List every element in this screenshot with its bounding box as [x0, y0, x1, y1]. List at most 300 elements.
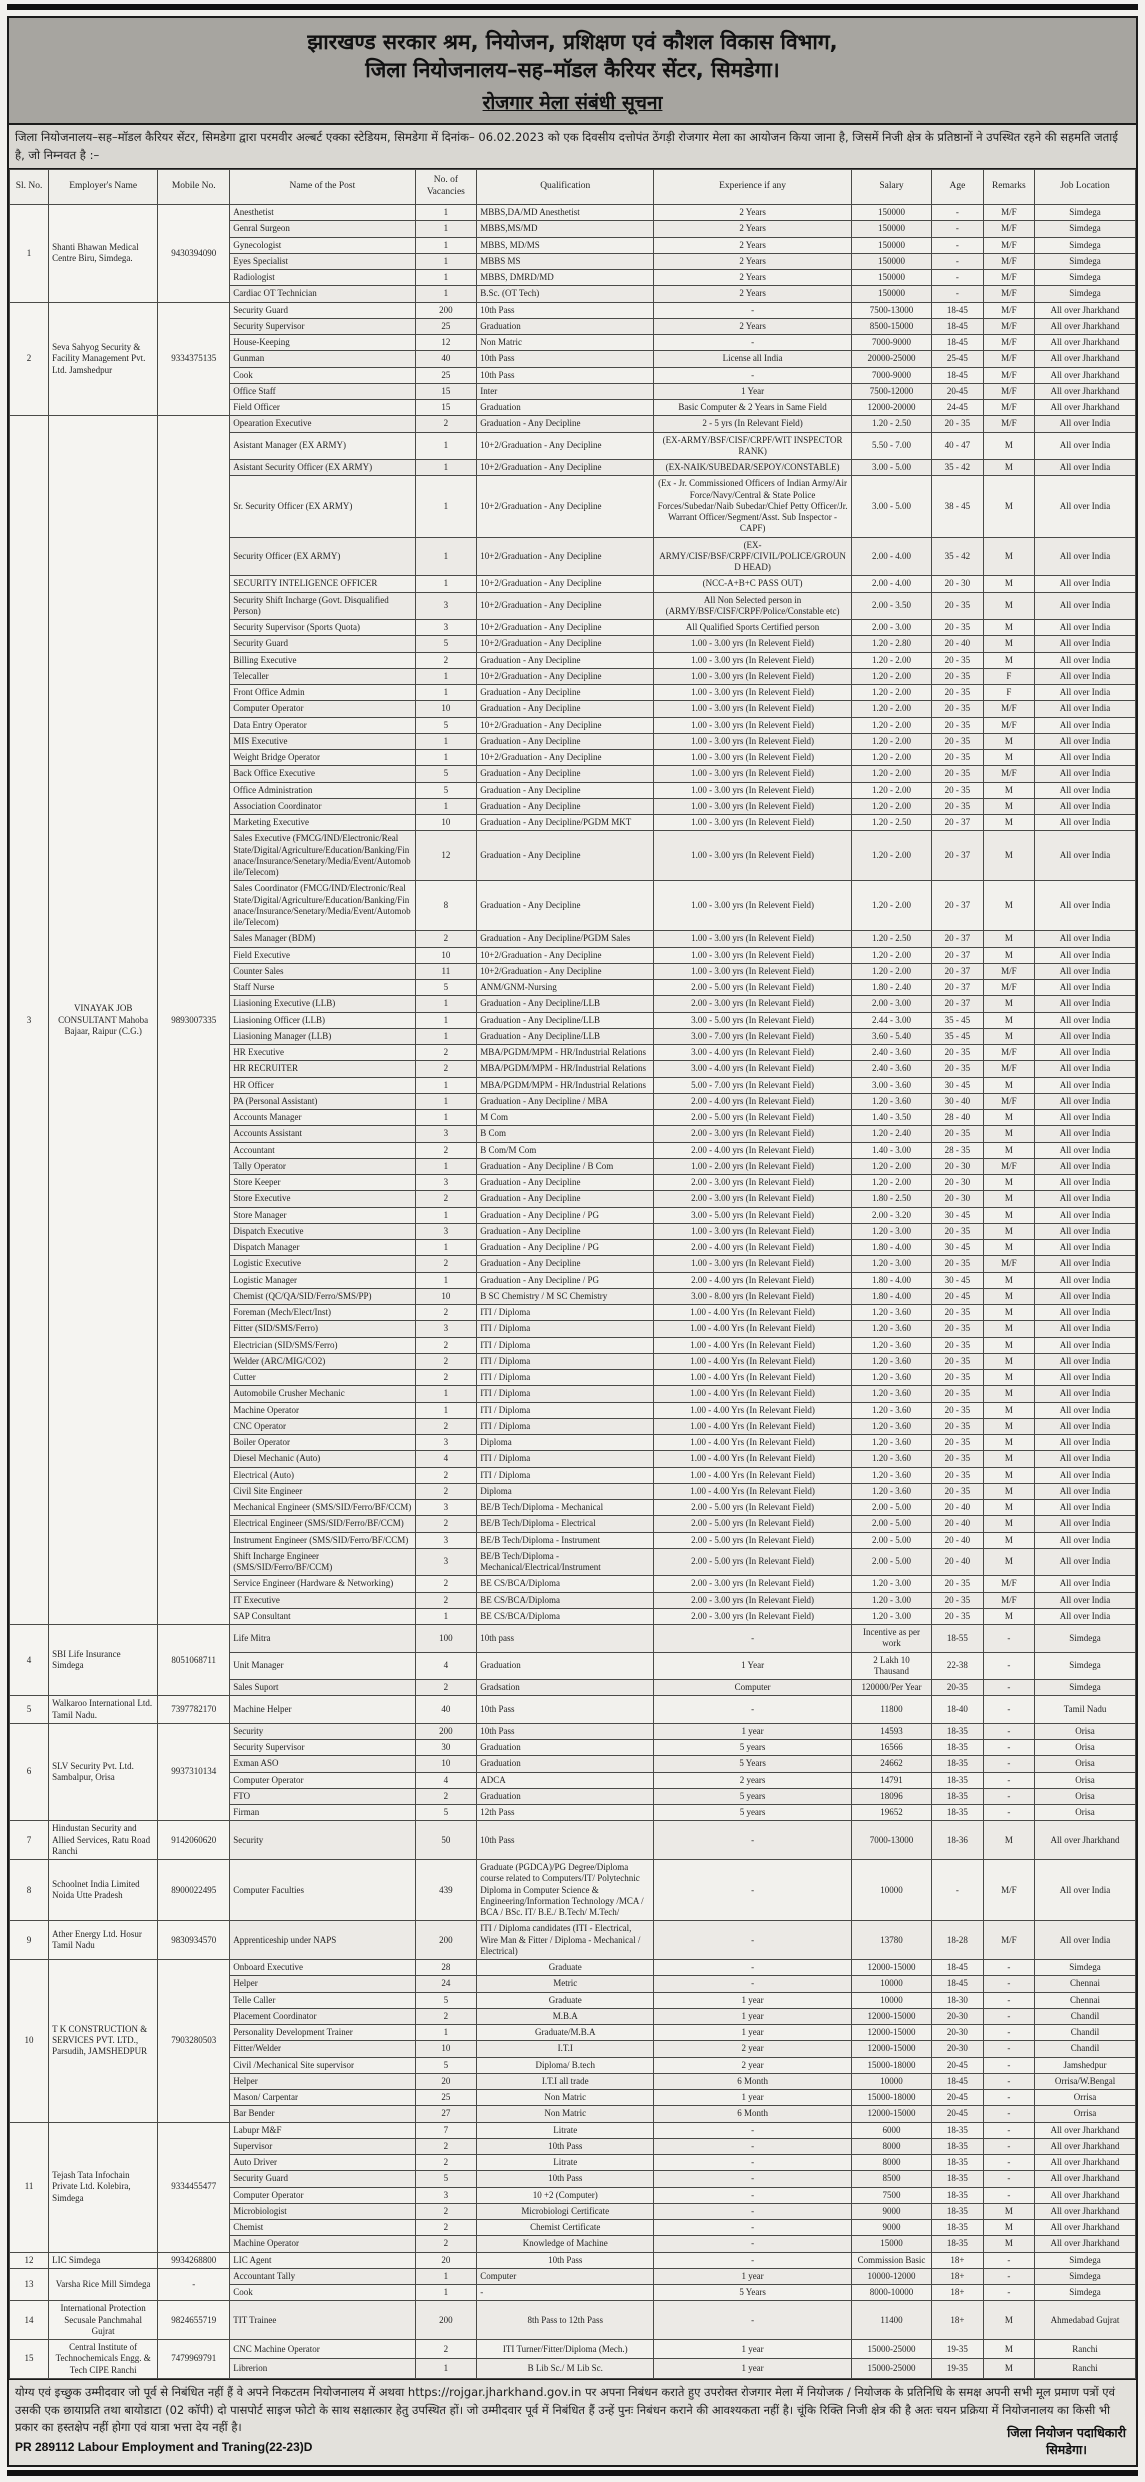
experience-cell: 1.00 - 4.00 Yrs (In Relevant Field)	[654, 1467, 852, 1483]
post-name-cell: Association Coordinator	[230, 798, 415, 814]
salary-cell: 1.20 - 3.00	[851, 1576, 931, 1592]
remarks-cell: M	[983, 1077, 1034, 1093]
post-name-cell: Accountant	[230, 1142, 415, 1158]
experience-cell: -	[654, 2236, 852, 2252]
experience-cell: 2 Years	[654, 318, 852, 334]
scan-bottom-bar	[7, 2470, 1138, 2476]
qualification-cell: 10th Pass	[477, 367, 654, 383]
experience-cell: (EX-ARMY/BSF/CISF/CRPF/WIT INSPECTOR RANK)	[654, 432, 852, 460]
salary-cell: 1.40 - 3.00	[851, 1142, 931, 1158]
vacancies-cell: 1	[415, 1402, 477, 1418]
experience-cell: 3.00 - 4.00 yrs (In Relevant Field)	[654, 1045, 852, 1061]
job-location-cell: All over Jharkhand	[1035, 2155, 1136, 2171]
remarks-cell: M/F	[983, 351, 1034, 367]
remarks-cell: M	[983, 1418, 1034, 1434]
age-cell: 25-45	[932, 351, 983, 367]
vacancies-cell: 3	[415, 1321, 477, 1337]
salary-cell: 19652	[851, 1805, 931, 1821]
age-cell: 20 - 37	[932, 996, 983, 1012]
post-name-cell: SECURITY INTELIGENCE OFFICER	[230, 576, 415, 592]
remarks-cell: M/F	[983, 1045, 1034, 1061]
experience-cell: 1.00 - 3.00 yrs (In Relevent Field)	[654, 750, 852, 766]
remarks-cell: M/F	[983, 1921, 1034, 1960]
remarks-cell: M	[983, 1110, 1034, 1126]
notice-document	[7, 16, 1138, 2467]
job-location-cell: All over India	[1035, 1207, 1136, 1223]
salary-cell: 1.20 - 2.50	[851, 815, 931, 831]
qualification-cell: Graduation	[477, 1756, 654, 1772]
job-location-cell: All over India	[1035, 576, 1136, 592]
job-location-cell: All over India	[1035, 668, 1136, 684]
experience-cell: 5 years	[654, 1788, 852, 1804]
age-cell: 18-35	[932, 2122, 983, 2138]
qualification-cell: BE CS/BCA/Diploma	[477, 1592, 654, 1608]
salary-cell: 1.20 - 3.60	[851, 1305, 931, 1321]
post-name-cell: Tally Operator	[230, 1158, 415, 1174]
vacancies-cell: 5	[415, 782, 477, 798]
qualification-cell: Non Matric	[477, 2106, 654, 2122]
salary-cell: 7500-12000	[851, 383, 931, 399]
post-name-cell: Dispatch Executive	[230, 1223, 415, 1239]
remarks-cell: M	[983, 2203, 1034, 2219]
qualification-cell: 10+2/Graduation - Any Decipline	[477, 576, 654, 592]
vacancies-cell: 1	[415, 2359, 477, 2378]
post-name-cell: Billing Executive	[230, 652, 415, 668]
job-location-cell: Orisa	[1035, 1788, 1136, 1804]
vacancies-cell: 25	[415, 318, 477, 334]
vacancies-cell: 2	[415, 2008, 477, 2024]
age-cell: 18-35	[932, 2155, 983, 2171]
qualification-cell: Litrate	[477, 2155, 654, 2171]
table-header-cell: Age	[932, 170, 983, 205]
serial-number-cell: 14	[10, 2301, 49, 2340]
post-name-cell: Microbiologist	[230, 2203, 415, 2219]
post-name-cell: Security Supervisor	[230, 318, 415, 334]
job-location-cell: All over India	[1035, 766, 1136, 782]
employer-name-cell: International Protection Secusale Panchmahal Gujrat	[49, 2301, 158, 2340]
remarks-cell: -	[983, 2155, 1034, 2171]
vacancies-cell: 1	[415, 270, 477, 286]
vacancies-cell: 1	[415, 1093, 477, 1109]
employer-name-cell: LIC Simdega	[49, 2252, 158, 2268]
age-cell: 20 - 35	[932, 1126, 983, 1142]
job-location-cell: All over India	[1035, 1500, 1136, 1516]
age-cell: 20 - 45	[932, 1288, 983, 1304]
qualification-cell: MBBS, MD/MS	[477, 237, 654, 253]
signatory-block	[1007, 2425, 1126, 2459]
remarks-cell: M	[983, 2220, 1034, 2236]
post-name-cell: IT Executive	[230, 1592, 415, 1608]
age-cell: 20 - 35	[932, 1223, 983, 1239]
post-name-cell: Personality Development Trainer	[230, 2025, 415, 2041]
remarks-cell: -	[983, 1680, 1034, 1696]
vacancies-cell: 1	[415, 221, 477, 237]
salary-cell: 2.00 - 5.00	[851, 1548, 931, 1576]
salary-cell: 2.00 - 4.00	[851, 537, 931, 576]
experience-cell: -	[654, 1960, 852, 1976]
experience-cell: 1.00 - 3.00 yrs (In Relevent Field)	[654, 668, 852, 684]
post-name-cell: Exman ASO	[230, 1756, 415, 1772]
salary-cell: 1.20 - 3.60	[851, 1402, 931, 1418]
remarks-cell: F	[983, 668, 1034, 684]
post-name-cell: Labupr M&F	[230, 2122, 415, 2138]
remarks-cell: -	[983, 2138, 1034, 2154]
post-name-cell: HR RECRUITER	[230, 1061, 415, 1077]
remarks-cell: -	[983, 2187, 1034, 2203]
remarks-cell: M	[983, 1451, 1034, 1467]
age-cell: 18-36	[932, 1821, 983, 1860]
remarks-cell: M	[983, 2236, 1034, 2252]
experience-cell: 1.00 - 3.00 yrs (In Relevant Field)	[654, 1256, 852, 1272]
vacancies-cell: 15	[415, 400, 477, 416]
experience-cell: -	[654, 1921, 852, 1960]
qualification-cell: Microbiologi Certificate	[477, 2203, 654, 2219]
job-location-cell: Simdega	[1035, 2268, 1136, 2284]
vacancies-cell: 5	[415, 636, 477, 652]
remarks-cell: M	[983, 1402, 1034, 1418]
qualification-cell: Graduation - Any Decipline/LLB	[477, 1028, 654, 1044]
post-name-cell: Machine Operator	[230, 1402, 415, 1418]
age-cell: 20 - 35	[932, 766, 983, 782]
qualification-cell: Graduation	[477, 400, 654, 416]
salary-cell: 2.00 - 3.50	[851, 592, 931, 620]
vacancies-cell: 5	[415, 2057, 477, 2073]
experience-cell: 2.00 - 5.00 yrs (In Relevant Field)	[654, 1532, 852, 1548]
age-cell: 20 - 37	[932, 815, 983, 831]
age-cell: 18-35	[932, 2203, 983, 2219]
pr-number-line: PR 289112 Labour Employment and Traning(22-23)D	[15, 2440, 313, 2455]
remarks-cell: M	[983, 1288, 1034, 1304]
post-name-cell: Weight Bridge Operator	[230, 750, 415, 766]
qualification-cell: Graduation - Any Decipline/PGDM Sales	[477, 931, 654, 947]
post-name-cell: Diesel Mechanic (Auto)	[230, 1451, 415, 1467]
salary-cell: 2.00 - 3.20	[851, 1207, 931, 1223]
age-cell: 20 - 35	[932, 1256, 983, 1272]
age-cell: 20 - 37	[932, 831, 983, 881]
serial-number-cell: 13	[10, 2268, 49, 2301]
job-location-cell: All over India	[1035, 1576, 1136, 1592]
job-location-cell: All over India	[1035, 460, 1136, 476]
experience-cell: -	[654, 1625, 852, 1653]
salary-cell: 2.44 - 3.00	[851, 1012, 931, 1028]
job-location-cell: Simdega	[1035, 286, 1136, 302]
qualification-cell: Graduation	[477, 1788, 654, 1804]
qualification-cell: Litrate	[477, 2122, 654, 2138]
experience-cell: 1.00 - 3.00 yrs (In Relevent Field)	[654, 652, 852, 668]
table-row	[10, 416, 1136, 432]
age-cell: 20 - 35	[932, 1402, 983, 1418]
post-name-cell: Security Guard	[230, 2171, 415, 2187]
age-cell: 30 - 45	[932, 1207, 983, 1223]
job-location-cell: Orisa	[1035, 1772, 1136, 1788]
table-row	[10, 1821, 1136, 1860]
post-name-cell: Computer Faculties	[230, 1860, 415, 1921]
qualification-cell: M.B.A	[477, 2008, 654, 2024]
post-name-cell: Opearation Executive	[230, 416, 415, 432]
post-name-cell: Accountant Tally	[230, 2268, 415, 2284]
signatory-title: जिला नियोजन पदाधिकारी	[1007, 2425, 1126, 2441]
qualification-cell: Graduation - Any Decipline	[477, 782, 654, 798]
remarks-cell: M	[983, 1126, 1034, 1142]
qualification-cell: Diploma	[477, 1483, 654, 1499]
experience-cell: 2.00 - 3.00 yrs (In Relevant Field)	[654, 996, 852, 1012]
salary-cell: 1.80 - 2.40	[851, 980, 931, 996]
remarks-cell: -	[983, 2252, 1034, 2268]
experience-cell: 1 Year	[654, 1652, 852, 1680]
remarks-cell: -	[983, 2106, 1034, 2122]
post-name-cell: Automobile Crusher Mechanic	[230, 1386, 415, 1402]
post-name-cell: Helper	[230, 2073, 415, 2089]
remarks-cell: M/F	[983, 1256, 1034, 1272]
serial-number-cell: 10	[10, 1960, 49, 2123]
remarks-cell: M/F	[983, 318, 1034, 334]
remarks-cell: M	[983, 1240, 1034, 1256]
salary-cell: 15000-18000	[851, 2057, 931, 2073]
qualification-cell: ITI / Diploma	[477, 1467, 654, 1483]
remarks-cell: M	[983, 620, 1034, 636]
salary-cell: 14791	[851, 1772, 931, 1788]
qualification-cell: 10+2/Graduation - Any Decipline	[477, 592, 654, 620]
salary-cell: 11400	[851, 2301, 931, 2340]
remarks-cell: M	[983, 1386, 1034, 1402]
job-location-cell: All over Jharkhand	[1035, 1821, 1136, 1860]
salary-cell: 15000	[851, 2236, 931, 2252]
salary-cell: 7500-13000	[851, 302, 931, 318]
experience-cell: 1.00 - 3.00 yrs (In Relevent Field)	[654, 881, 852, 931]
salary-cell: 9000	[851, 2220, 931, 2236]
qualification-cell: 10+2/Graduation - Any Decipline	[477, 460, 654, 476]
vacancies-cell: 12	[415, 335, 477, 351]
experience-cell: 1.00 - 3.00 yrs (In Relevant Field)	[654, 1223, 852, 1239]
age-cell: 28 - 40	[932, 1110, 983, 1126]
remarks-cell: M/F	[983, 1860, 1034, 1921]
qualification-cell: Graduation - Any Decipline	[477, 881, 654, 931]
qualification-cell: Knowledge of Machine	[477, 2236, 654, 2252]
job-location-cell: All over Jharkhand	[1035, 2171, 1136, 2187]
vacancies-cell: 200	[415, 302, 477, 318]
age-cell: 18-45	[932, 318, 983, 334]
job-location-cell: Ranchi	[1035, 2340, 1136, 2359]
job-location-cell: All over India	[1035, 1175, 1136, 1191]
vacancies-cell: 2	[415, 2220, 477, 2236]
post-name-cell: Logistic Manager	[230, 1272, 415, 1288]
experience-cell: 1 Year	[654, 383, 852, 399]
job-location-cell: All over India	[1035, 620, 1136, 636]
mobile-number-cell: 8051068711	[158, 1625, 230, 1696]
page-title: रोजगार मेला संबंधी सूचना	[482, 91, 663, 114]
table-row	[10, 1860, 1136, 1921]
remarks-cell: M	[983, 931, 1034, 947]
qualification-cell: Graduate/M.B.A	[477, 2025, 654, 2041]
post-name-cell: Onboard Executive	[230, 1960, 415, 1976]
job-location-cell: Orisa	[1035, 1740, 1136, 1756]
age-cell: 20 - 35	[932, 1061, 983, 1077]
age-cell: 20-45	[932, 383, 983, 399]
job-location-cell: Chandil	[1035, 2025, 1136, 2041]
remarks-cell: -	[983, 1652, 1034, 1680]
vacancies-cell: 24	[415, 1976, 477, 1992]
post-name-cell: CNC Operator	[230, 1418, 415, 1434]
experience-cell: 2.00 - 5.00 yrs (In Relevant Field)	[654, 980, 852, 996]
qualification-cell: Graduation - Any Decipline	[477, 652, 654, 668]
mobile-number-cell: 9893007335	[158, 416, 230, 1625]
remarks-cell: M/F	[983, 205, 1034, 221]
age-cell: 18+	[932, 2285, 983, 2301]
post-name-cell: Radiologist	[230, 270, 415, 286]
qualification-cell: Non Matric	[477, 2090, 654, 2106]
salary-cell: 10000	[851, 2073, 931, 2089]
salary-cell: 1.20 - 2.00	[851, 782, 931, 798]
post-name-cell: Security Guard	[230, 302, 415, 318]
age-cell: 18+	[932, 2252, 983, 2268]
age-cell: -	[932, 221, 983, 237]
table-row	[10, 2268, 1136, 2284]
experience-cell: 1 year	[654, 1992, 852, 2008]
age-cell: 18-35	[932, 2138, 983, 2154]
age-cell: 35 - 45	[932, 1012, 983, 1028]
salary-cell: 1.20 - 2.00	[851, 652, 931, 668]
age-cell: 20 - 35	[932, 620, 983, 636]
age-cell: 18-28	[932, 1921, 983, 1960]
serial-number-cell: 3	[10, 416, 49, 1625]
post-name-cell: Fitter/Welder	[230, 2041, 415, 2057]
vacancies-cell: 7	[415, 2122, 477, 2138]
table-row	[10, 1921, 1136, 1960]
age-cell: 20 - 40	[932, 1500, 983, 1516]
vacancies-cell: 2	[415, 2340, 477, 2359]
job-location-cell: All over Jharkhand	[1035, 2187, 1136, 2203]
age-cell: -	[932, 1860, 983, 1921]
qualification-cell: BE/B Tech/Diploma - Instrument	[477, 1532, 654, 1548]
vacancies-cell: 1	[415, 237, 477, 253]
job-location-cell: All over India	[1035, 1028, 1136, 1044]
remarks-cell: M	[983, 996, 1034, 1012]
vacancies-cell: 2	[415, 1467, 477, 1483]
table-row	[10, 2122, 1136, 2138]
mobile-number-cell: 9830934570	[158, 1921, 230, 1960]
qualification-cell: Graduation - Any Decipline	[477, 416, 654, 432]
qualification-cell: Graduation - Any Decipline / B Com	[477, 1158, 654, 1174]
post-name-cell: Security	[230, 1821, 415, 1860]
vacancies-cell: 2	[415, 2203, 477, 2219]
experience-cell: 1.00 - 4.00 Yrs (In Relevant Field)	[654, 1386, 852, 1402]
post-name-cell: Data Entry Operator	[230, 717, 415, 733]
experience-cell: 2.00 - 4.00 yrs (In Relevant Field)	[654, 1240, 852, 1256]
post-name-cell: Computer Operator	[230, 701, 415, 717]
experience-cell: 1.00 - 3.00 yrs (In Relevent Field)	[654, 701, 852, 717]
remarks-cell: M/F	[983, 383, 1034, 399]
qualification-cell: ADCA	[477, 1772, 654, 1788]
experience-cell: 1.00 - 4.00 Yrs (In Relevant Field)	[654, 1321, 852, 1337]
vacancies-cell: 1	[415, 286, 477, 302]
experience-cell: -	[654, 2122, 852, 2138]
salary-cell: 120000/Per Year	[851, 1680, 931, 1696]
salary-cell: 9000	[851, 2203, 931, 2219]
job-location-cell: All over India	[1035, 1483, 1136, 1499]
experience-cell: 1 year	[654, 2008, 852, 2024]
experience-cell: 1 year	[654, 1723, 852, 1739]
experience-cell: 5 years	[654, 1740, 852, 1756]
vacancies-cell: 30	[415, 1740, 477, 1756]
salary-cell: 1.20 - 2.00	[851, 717, 931, 733]
salary-cell: 1.20 - 2.00	[851, 947, 931, 963]
qualification-cell: ITI / Diploma	[477, 1353, 654, 1369]
experience-cell: 2 - 5 yrs (In Relevant Field)	[654, 416, 852, 432]
age-cell: 20 - 35	[932, 1467, 983, 1483]
salary-cell: 2.40 - 3.60	[851, 1061, 931, 1077]
post-name-cell: Cook	[230, 367, 415, 383]
salary-cell: 1.20 - 3.00	[851, 1608, 931, 1624]
age-cell: 20-30	[932, 2041, 983, 2057]
qualification-cell: Graduation - Any Decipline	[477, 1256, 654, 1272]
vacancies-cell: 2	[415, 1788, 477, 1804]
job-location-cell: All over India	[1035, 636, 1136, 652]
qualification-cell: 10+2/Graduation - Any Decipline	[477, 717, 654, 733]
vacancies-cell: 2	[415, 1592, 477, 1608]
salary-cell: 5.50 - 7.00	[851, 432, 931, 460]
job-location-cell: All over India	[1035, 1516, 1136, 1532]
mobile-number-cell: 9937310134	[158, 1723, 230, 1821]
qualification-cell: ITI / Diploma	[477, 1321, 654, 1337]
vacancies-cell: 10	[415, 2041, 477, 2057]
vacancies-cell: 3	[415, 1548, 477, 1576]
experience-cell: 1 year	[654, 2359, 852, 2378]
experience-cell: 1.00 - 4.00 Yrs (In Relevant Field)	[654, 1337, 852, 1353]
job-location-cell: All over India	[1035, 980, 1136, 996]
experience-cell: Basic Computer & 2 Years in Same Field	[654, 400, 852, 416]
qualification-cell: ITI / Diploma	[477, 1451, 654, 1467]
salary-cell: 2.00 - 5.00	[851, 1532, 931, 1548]
post-name-cell: Gynecologist	[230, 237, 415, 253]
remarks-cell: M/F	[983, 367, 1034, 383]
post-name-cell: Accounts Assistant	[230, 1126, 415, 1142]
job-location-cell: Simdega	[1035, 2252, 1136, 2268]
employer-name-cell: Ather Energy Ltd. Hosur Tamil Nadu	[49, 1921, 158, 1960]
job-location-cell: All over India	[1035, 1061, 1136, 1077]
remarks-cell: M	[983, 798, 1034, 814]
salary-cell: 15000-18000	[851, 2090, 931, 2106]
age-cell: 18-30	[932, 1992, 983, 2008]
job-location-cell: All over India	[1035, 1592, 1136, 1608]
vacancies-cell: 1	[415, 1028, 477, 1044]
employer-name-cell: Varsha Rice Mill Simdega	[49, 2268, 158, 2301]
salary-cell: 1.20 - 2.00	[851, 733, 931, 749]
salary-cell: 1.20 - 2.40	[851, 1126, 931, 1142]
job-location-cell: All over India	[1035, 733, 1136, 749]
qualification-cell: I.T.I all trade	[477, 2073, 654, 2089]
experience-cell: 1 year	[654, 2268, 852, 2284]
job-location-cell: All over India	[1035, 1158, 1136, 1174]
remarks-cell: M	[983, 1353, 1034, 1369]
post-name-cell: Instrument Engineer (SMS/SID/Ferro/BF/CCM)	[230, 1532, 415, 1548]
serial-number-cell: 9	[10, 1921, 49, 1960]
salary-cell: 2.00 - 3.00	[851, 620, 931, 636]
vacancies-cell: 10	[415, 701, 477, 717]
vacancies-cell: 2	[415, 1045, 477, 1061]
post-name-cell: Security Shift Incharge (Govt. Disqualified Person)	[230, 592, 415, 620]
post-name-cell: CNC Machine Operator	[230, 2340, 415, 2359]
table-row	[10, 1696, 1136, 1724]
experience-cell: 2.00 - 3.00 yrs (In Relevant Field)	[654, 1608, 852, 1624]
experience-cell: (Ex - Jr. Commissioned Officers of Indian Army/Air Force/Navy/Central & State Police Forces/Subedar/Naib Subedar/Chief Petty Officer/Jr. Warrant Officer/Segment/Asst. Sub Inspector - CAPF)	[654, 476, 852, 537]
vacancies-cell: 1	[415, 1608, 477, 1624]
age-cell: 20-35	[932, 1680, 983, 1696]
job-location-cell: All over India	[1035, 685, 1136, 701]
qualification-cell: BE/B Tech/Diploma - Mechanical	[477, 1500, 654, 1516]
post-name-cell: Marketing Executive	[230, 815, 415, 831]
vacancies-cell: 3	[415, 2187, 477, 2203]
vacancies-cell: 1	[415, 1012, 477, 1028]
